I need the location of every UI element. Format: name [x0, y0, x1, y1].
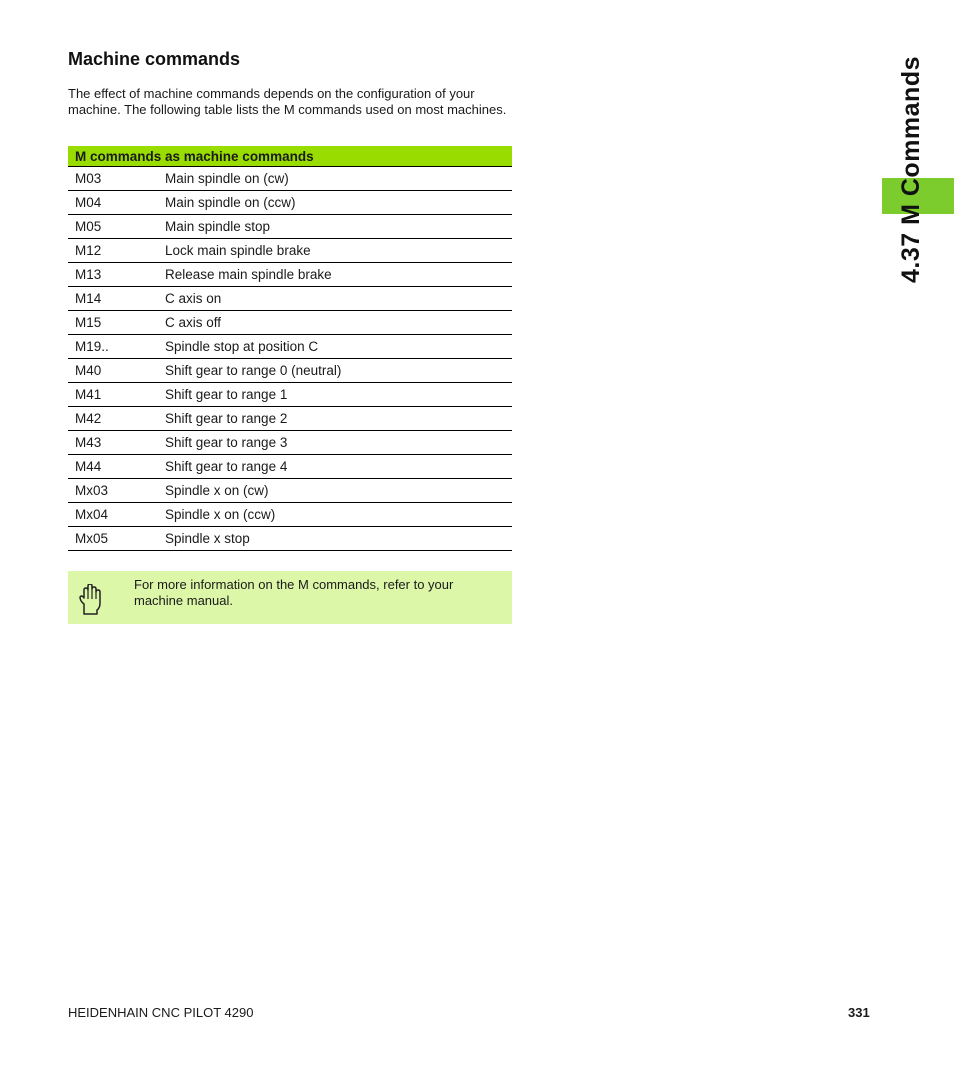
table-row [68, 503, 512, 527]
m-description-cell: C axis on [158, 287, 512, 311]
pointing-hand-icon [78, 584, 102, 616]
m-code-cell: M44 [68, 455, 158, 479]
table-row [68, 263, 512, 287]
m-code-cell: M12 [68, 239, 158, 263]
m-code-cell: M14 [68, 287, 158, 311]
table-row [68, 239, 512, 263]
m-code-cell: M13 [68, 263, 158, 287]
m-code-cell: M41 [68, 383, 158, 407]
m-description-cell: Spindle stop at position C [158, 335, 512, 359]
table-row [68, 191, 512, 215]
m-code-cell: M40 [68, 359, 158, 383]
table-row [68, 287, 512, 311]
m-description-cell: Spindle x on (cw) [158, 479, 512, 503]
m-description-cell: Lock main spindle brake [158, 239, 512, 263]
m-description-cell: Release main spindle brake [158, 263, 512, 287]
m-code-cell: M19.. [68, 335, 158, 359]
table-row [68, 359, 512, 383]
footer-page-number: 331 [848, 1005, 870, 1020]
m-code-cell: M15 [68, 311, 158, 335]
note-text: For more information on the M commands, refer to your machine manual. [134, 577, 454, 608]
m-code-cell: Mx05 [68, 527, 158, 551]
m-description-cell: Main spindle on (cw) [158, 167, 512, 191]
table-row [68, 167, 512, 191]
table-header-row [68, 146, 512, 167]
table-header: M commands as machine commands [68, 146, 512, 167]
m-description-cell: Spindle x stop [158, 527, 512, 551]
table-row [68, 527, 512, 551]
m-code-cell: M43 [68, 431, 158, 455]
m-description-cell: Shift gear to range 2 [158, 407, 512, 431]
table-row [68, 455, 512, 479]
note-box [68, 571, 512, 624]
m-commands-table [68, 146, 512, 551]
intro-paragraph: The effect of machine commands depends on the configuration of your machine. The following table lists the M commands used on most machines. [68, 86, 507, 117]
m-description-cell: Shift gear to range 1 [158, 383, 512, 407]
m-code-cell: M03 [68, 167, 158, 191]
m-description-cell: Shift gear to range 3 [158, 431, 512, 455]
table-row [68, 215, 512, 239]
m-description-cell: C axis off [158, 311, 512, 335]
table-row [68, 479, 512, 503]
m-code-cell: Mx03 [68, 479, 158, 503]
m-description-cell: Shift gear to range 4 [158, 455, 512, 479]
m-description-cell: Main spindle stop [158, 215, 512, 239]
m-description-cell: Shift gear to range 0 (neutral) [158, 359, 512, 383]
m-code-cell: M42 [68, 407, 158, 431]
m-code-cell: Mx04 [68, 503, 158, 527]
table-row [68, 383, 512, 407]
footer-product: HEIDENHAIN CNC PILOT 4290 [68, 1005, 254, 1020]
section-heading: Machine commands [68, 49, 241, 69]
m-code-cell: M04 [68, 191, 158, 215]
m-description-cell: Spindle x on (ccw) [158, 503, 512, 527]
m-code-cell: M05 [68, 215, 158, 239]
table-row [68, 335, 512, 359]
table-row [68, 311, 512, 335]
chapter-side-title-text: 4.37 M Commands [897, 55, 925, 283]
table-row [68, 431, 512, 455]
m-description-cell: Main spindle on (ccw) [158, 191, 512, 215]
table-row [68, 407, 512, 431]
